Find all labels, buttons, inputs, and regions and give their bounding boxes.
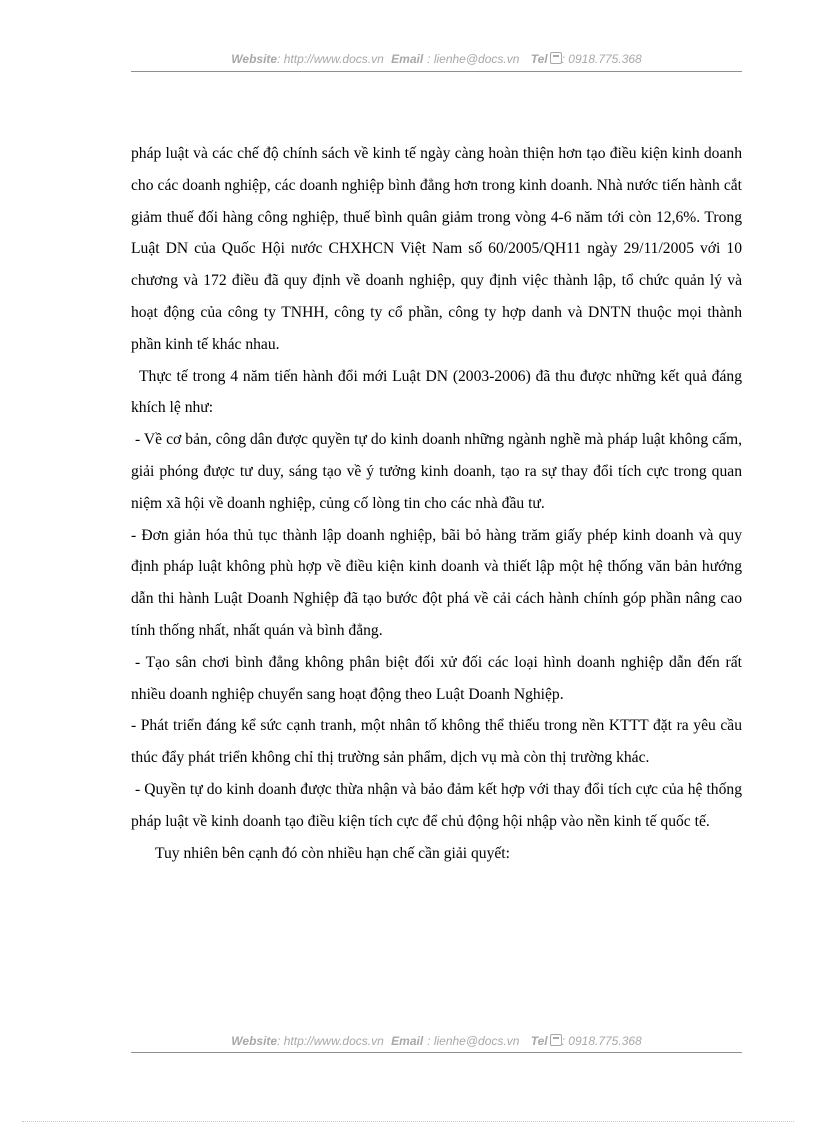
footer-divider — [131, 1052, 742, 1053]
paragraph-limitations: Tuy nhiên bên cạnh đó còn nhiều hạn chế cần giải quyết: — [155, 844, 510, 862]
telephone-icon — [550, 52, 562, 64]
footer-tel-value: : 0918.775.368 — [561, 1034, 642, 1048]
header-email-label: Email — [391, 52, 424, 66]
header-tel-value: : 0918.775.368 — [561, 52, 642, 66]
header-website-link[interactable]: : http://www.docs.vn — [277, 52, 384, 66]
bullet-freedom-business: - Về cơ bản, công dân được quyền tự do kinh doanh những ngành nghề mà pháp luật không cấm, giải phóng được tư duy, sáng tạo về ý tưởng kinh doanh, tạo ra sự thay đổi tích cực trong quan niệm xã hội về doanh nghiệp, củng cố lòng tin cho các nhà đầu tư. — [131, 431, 742, 512]
header-divider — [131, 71, 742, 72]
document-body — [131, 138, 742, 869]
footer-website-label: Website — [231, 1034, 278, 1048]
footer-email-link[interactable]: : lienhe@docs.vn — [427, 1034, 520, 1048]
footer-email-label: Email — [391, 1034, 424, 1048]
bullet-competitiveness: - Phát triển đáng kể sức cạnh tranh, một nhân tố không thể thiếu trong nền KTTT đặt ra yêu cầu thúc đẩy phát triển không chỉ thị trường sản phẩm, dịch vụ mà còn thị trường khác. — [131, 717, 742, 767]
paragraph-intro: pháp luật và các chế độ chính sách về kinh tế ngày càng hoàn thiện hơn tạo điều kiện kinh doanh cho các doanh nghiệp, các doanh nghiệp bình đẳng hơn trong kinh doanh. Nhà nước tiến hành cắt giảm thuế đối hàng công nghiệp, thuế bình quân giảm trong vòng 4-6 năm tới còn 12,6%. Trong Luật DN của Quốc Hội nước CHXHCN Việt Nam số 60/2005/QH11 ngày 29/11/2005 với 10 chương và 172 điều đã quy định về doanh nghiệp, quy định việc thành lập, tổ chức quản lý và hoạt động của công ty TNHH, công ty cổ phần, công ty hợp danh và DNTN thuộc mọi thành phần kinh tế khác nhau. — [131, 145, 742, 353]
page-edge — [22, 1121, 794, 1122]
header-email-link[interactable]: : lienhe@docs.vn — [427, 52, 520, 66]
paragraph-results-intro: Thực tế trong 4 năm tiến hành đổi mới Luật DN (2003-2006) đã thu được những kết quả đáng khích lệ như: — [131, 367, 742, 417]
bullet-equal-playground: - Tạo sân chơi bình đẳng không phân biệt đối xử đối các loại hình doanh nghiệp dẫn đến rất nhiều doanh nghiệp chuyển sang hoạt động theo Luật Doanh Nghiệp. — [131, 653, 742, 703]
bullet-integration: - Quyền tự do kinh doanh được thừa nhận và bảo đảm kết hợp với thay đổi tích cực của hệ thống pháp luật về kinh doanh tạo điều kiện tích cực để chủ động hội nhập vào nền kinh tế quốc tế. — [131, 780, 742, 830]
page-header — [131, 52, 742, 66]
header-website-label: Website — [231, 52, 278, 66]
bullet-simplify-procedures: - Đơn giản hóa thủ tục thành lập doanh nghiệp, bãi bỏ hàng trăm giấy phép kinh doanh và quy định pháp luật không phù hợp về điều kiện kinh doanh và thiết lập một hệ thống văn bản hướng dẫn thi hành Luật Doanh Nghiệp đã tạo bước đột phá về cải cách hành chính góp phần nâng cao tính thống nhất, nhất quán và bình đẳng. — [131, 526, 742, 639]
footer-website-link[interactable]: : http://www.docs.vn — [277, 1034, 384, 1048]
page-footer — [131, 1034, 742, 1048]
footer-tel-label: Tel — [530, 1034, 548, 1048]
header-tel-label: Tel — [530, 52, 548, 66]
telephone-icon — [550, 1034, 562, 1046]
